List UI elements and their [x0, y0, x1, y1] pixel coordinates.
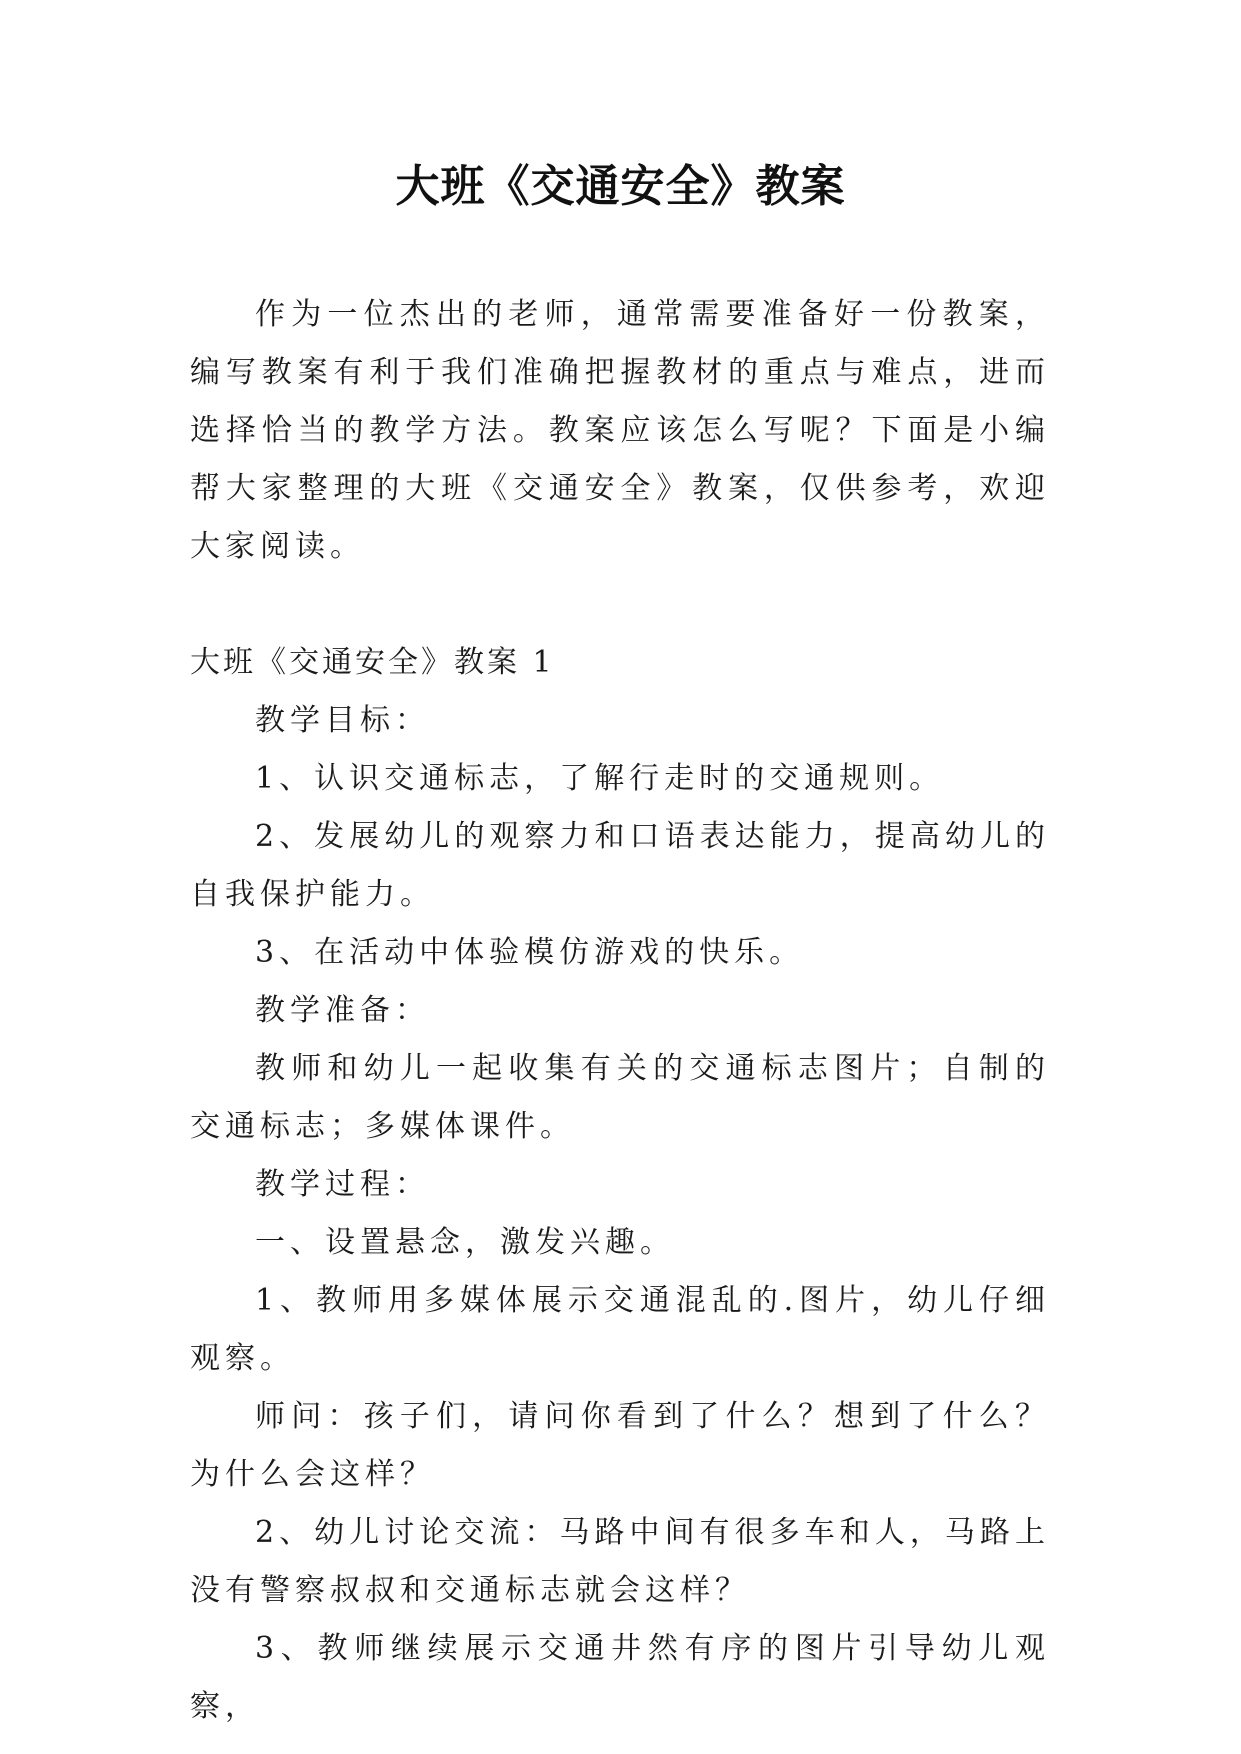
paragraph: 师问：孩子们，请问你看到了什么？想到了什么？为什么会这样？: [190, 1399, 1050, 1492]
paragraph: 2、发展幼儿的观察力和口语表达能力，提高幼儿的自我保护能力。: [190, 819, 1050, 912]
paragraph: 一、设置悬念，激发兴趣。: [255, 1225, 675, 1260]
section-heading: 大班《交通安全》教案 1: [190, 645, 555, 680]
document-body: [190, 286, 1050, 1736]
intro-paragraph: 作为一位杰出的老师，通常需要准备好一份教案，编写教案有利于我们准确把握教材的重点与难点，进而选择恰当的教学方法。教案应该怎么写呢？下面是小编帮大家整理的大班《交通安全》教案，仅供参考，欢迎大家阅读。: [190, 297, 1050, 564]
paragraph: 1、认识交通标志，了解行走时的交通规则。: [255, 761, 945, 796]
paragraph: 2、幼儿讨论交流：马路中间有很多车和人，马路上没有警察叔叔和交通标志就会这样？: [190, 1515, 1050, 1608]
paragraph: 教学过程：: [255, 1167, 430, 1202]
paragraph: 教师和幼儿一起收集有关的交通标志图片；自制的交通标志；多媒体课件。: [190, 1051, 1050, 1144]
paragraph: 教学目标：: [255, 703, 430, 738]
paragraph: 3、教师继续展示交通井然有序的图片引导幼儿观察，: [190, 1631, 1050, 1724]
paragraph: 教学准备：: [255, 993, 430, 1028]
document-title: 大班《交通安全》教案: [395, 161, 846, 212]
paragraph: 1、教师用多媒体展示交通混乱的.图片，幼儿仔细观察。: [190, 1283, 1050, 1376]
paragraph: 3、在活动中体验模仿游戏的快乐。: [255, 935, 805, 970]
